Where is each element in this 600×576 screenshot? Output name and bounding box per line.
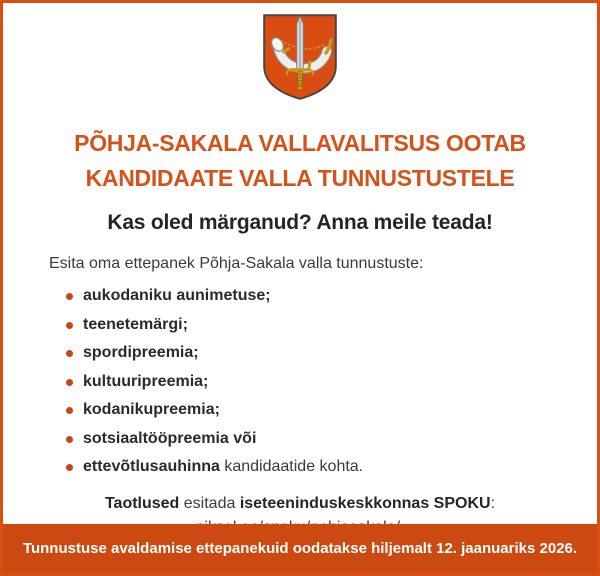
award-name: kultuuripreemia; bbox=[83, 372, 209, 390]
list-item bbox=[66, 453, 597, 482]
list-item bbox=[66, 311, 597, 340]
list-item bbox=[66, 368, 597, 397]
apply-bold-1: Taotlused bbox=[104, 494, 180, 512]
poster-title bbox=[3, 126, 597, 196]
award-name: spordipreemia; bbox=[83, 344, 199, 361]
poster-title-line-1: PÕHJA-SAKALA VALLAVALITSUS OOTAB bbox=[74, 130, 526, 156]
coat-of-arms bbox=[262, 13, 338, 101]
award-name: aukodaniku aunimetuse; bbox=[83, 287, 271, 304]
bullet-dot-icon bbox=[66, 436, 73, 443]
list-item bbox=[66, 425, 597, 454]
apply-line bbox=[105, 495, 495, 512]
list-item bbox=[66, 282, 597, 311]
list-item bbox=[66, 396, 597, 425]
bullet-dot-icon bbox=[66, 350, 73, 357]
bullet-dot-icon bbox=[66, 464, 73, 471]
bullet-dot-icon bbox=[66, 407, 73, 414]
award-name: sotsiaaltööpreemia või bbox=[83, 429, 257, 447]
poster-subtitle: Kas oled märganud? Anna meile teada! bbox=[107, 211, 493, 234]
bullet-dot-icon bbox=[66, 293, 73, 300]
award-name: kodanikupreemia; bbox=[83, 401, 220, 418]
deadline-text: Tunnustuse avaldamise ettepanekuid oodatakse hiljemalt 12. jaanuariks 2026. bbox=[22, 540, 578, 557]
award-suffix: kandidaatide kohta. bbox=[219, 458, 364, 475]
bullet-dot-icon bbox=[66, 379, 73, 386]
poster-title-line-2: KANDIDAATE VALLA TUNNUSTUSTELE bbox=[85, 165, 515, 191]
award-name: ettevõtlusauhinna bbox=[83, 458, 220, 475]
apply-regular-1: esitada bbox=[179, 494, 240, 512]
bullet-dot-icon bbox=[66, 322, 73, 329]
intro-text: Esita oma ettepanek Põhja-Sakala valla tunnustuste: bbox=[49, 255, 424, 272]
awards-list bbox=[3, 282, 597, 482]
list-item bbox=[66, 339, 597, 368]
award-name: teenetemärgi; bbox=[83, 315, 188, 333]
deadline-banner bbox=[3, 524, 597, 573]
apply-bold-2: iseteeninduskeskkonnas SPOKU bbox=[239, 494, 491, 512]
apply-regular-2: : bbox=[490, 494, 496, 512]
